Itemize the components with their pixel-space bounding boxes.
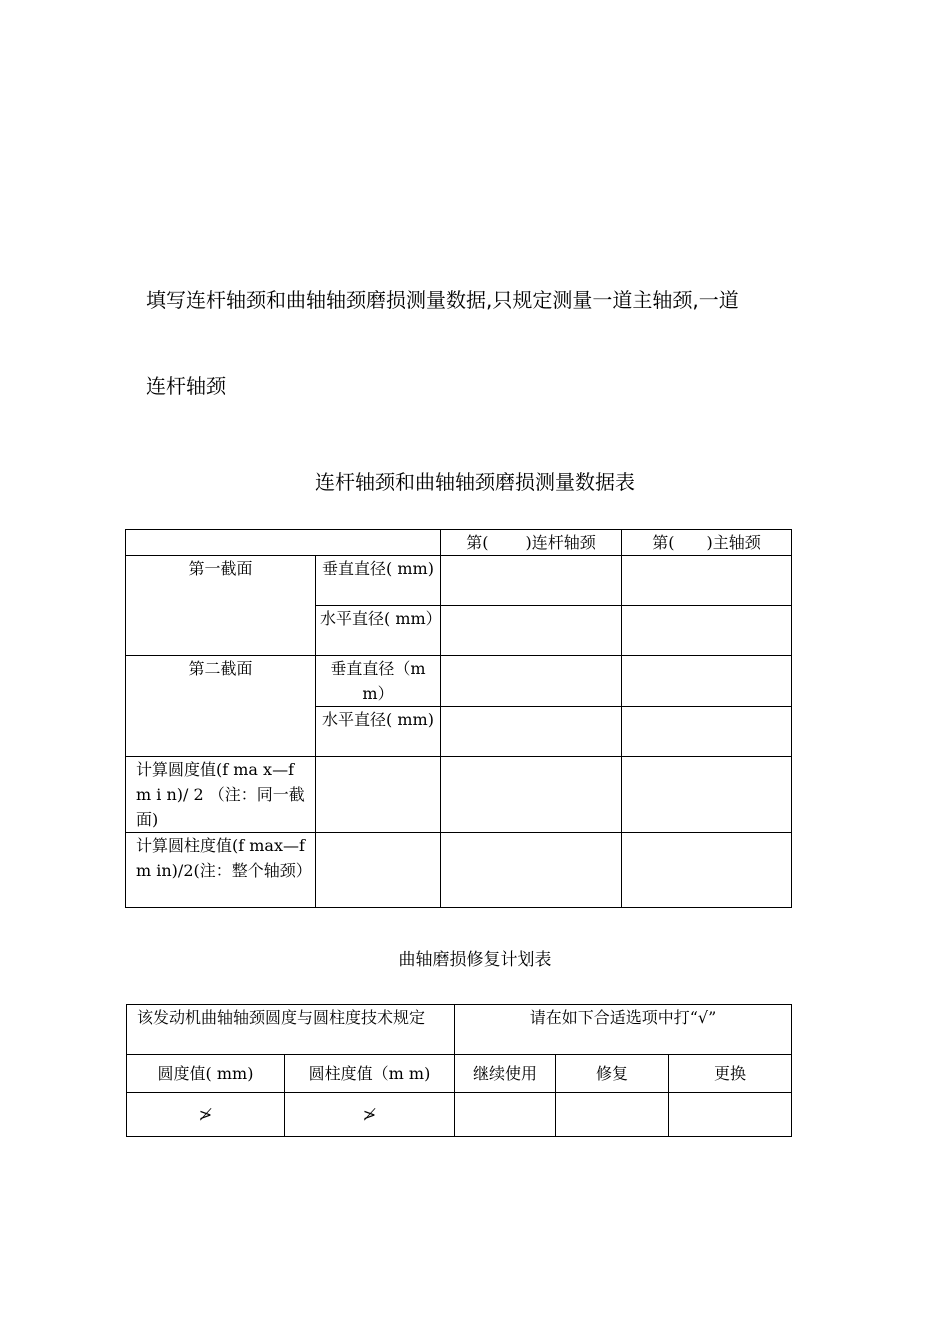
s2-vertical-main-cell[interactable] [622,656,792,707]
wear-measurement-table [125,529,792,908]
roundness-col-header: 圆度值( mm) [127,1055,285,1093]
s1-horizontal-main-cell[interactable] [622,606,792,656]
table-row [126,833,792,908]
intro-line-2: 连杆轴颈 [146,374,226,398]
table-row [126,757,792,833]
s2-vertical-rod-cell[interactable] [441,656,622,707]
section1-label: 第一截面 [126,556,316,656]
table-row [127,1093,792,1137]
roundness-label: 计算圆度值(f ma x—f m i n)/ 2 （注：同一截面) [126,757,316,833]
table1-title: 连杆轴颈和曲轴轴颈磨损测量数据表 [315,470,635,494]
s2-horizontal-main-cell[interactable] [622,707,792,757]
cylindricity-col-header: 圆柱度值（m m) [285,1055,455,1093]
check-header: 请在如下合适选项中打“√” [455,1005,792,1055]
cylindricity-rod-cell[interactable] [441,833,622,908]
cylindricity-blank-cell[interactable] [316,833,441,908]
table-row [127,1055,792,1093]
table2-title: 曲轴磨损修复计划表 [398,950,552,970]
repair-plan-table [126,1004,792,1137]
repair-cell[interactable] [556,1093,669,1137]
repair-header: 修复 [556,1055,669,1093]
intro-line-1: 填写连杆轴颈和曲轴轴颈磨损测量数据,只规定测量一道主轴颈,一道 [146,288,739,312]
s1-vertical-rod-cell[interactable] [441,556,622,606]
s1-vertical-main-cell[interactable] [622,556,792,606]
s2-horizontal-rod-cell[interactable] [441,707,622,757]
replace-cell[interactable] [669,1093,792,1137]
continue-use-cell[interactable] [455,1093,556,1137]
cylindricity-label: 计算圆柱度值(f max—f m in)/2(注：整个轴颈） [126,833,316,908]
cylindricity-spec-value: ≯ [285,1093,455,1137]
table-row [126,556,792,606]
main-journal-header: 第( )主轴颈 [622,530,792,556]
spec-header: 该发动机曲轴轴颈圆度与圆柱度技术规定 [127,1005,455,1055]
s1-vertical-label: 垂直直径( mm) [316,556,441,606]
table-row [126,656,792,707]
roundness-spec-value: ≯ [127,1093,285,1137]
roundness-rod-cell[interactable] [441,757,622,833]
s2-horizontal-label: 水平直径( mm) [316,707,441,757]
section2-label: 第二截面 [126,656,316,757]
table-row [126,530,792,556]
s2-vertical-label: 垂直直径（mm） [316,656,441,707]
continue-use-header: 继续使用 [455,1055,556,1093]
table-row [127,1005,792,1055]
header-blank-cell [126,530,441,556]
rod-journal-header: 第( )连杆轴颈 [441,530,622,556]
replace-header: 更换 [669,1055,792,1093]
s1-horizontal-label: 水平直径( mm） [316,606,441,656]
s1-horizontal-rod-cell[interactable] [441,606,622,656]
cylindricity-main-cell[interactable] [622,833,792,908]
roundness-main-cell[interactable] [622,757,792,833]
roundness-blank-cell[interactable] [316,757,441,833]
